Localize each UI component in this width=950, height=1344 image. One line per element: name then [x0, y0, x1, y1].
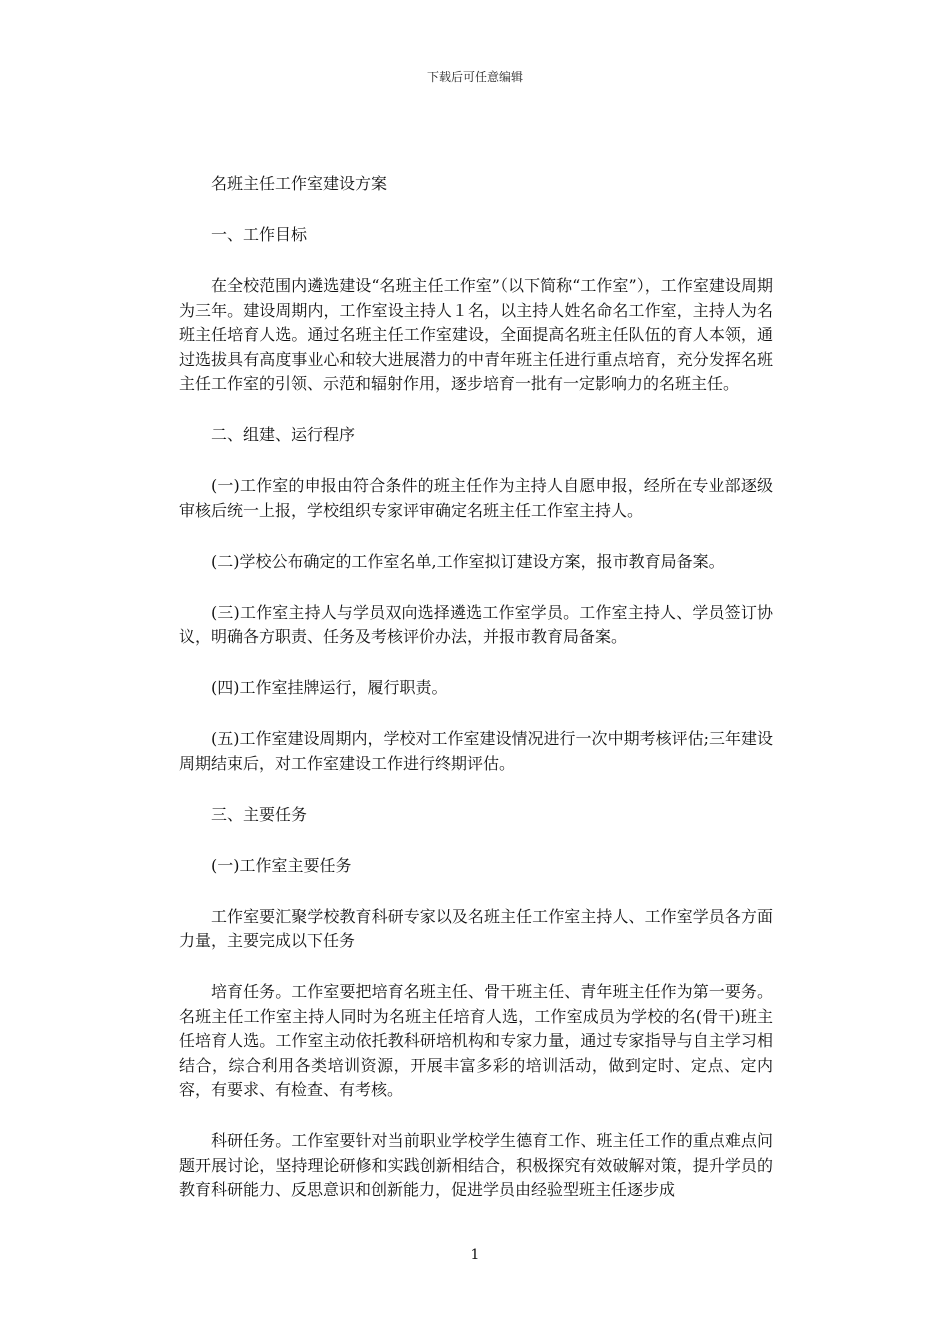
subsection-heading: (一)工作室主要任务 — [211, 855, 352, 875]
section-heading-1: 一、工作目标 — [211, 225, 308, 244]
paragraph: 科研任务。工作室要针对当前职业学校学生德育工作、班主任工作的重点难点问题开展讨论，坚持理论研修和实践创新相结合，积极探究有效破解对策，提升学员的教育科研能力、反思意识和创新能力，促进学员由经验型班主任逐步成 — [179, 1131, 773, 1199]
paragraph: (四)工作室挂牌运行，履行职责。 — [211, 678, 448, 697]
paragraph: (二)学校公布确定的工作室名单,工作室拟订建设方案，报市教育局备案。 — [211, 551, 725, 571]
document-title: 名班主任工作室建设方案 — [211, 174, 388, 193]
paragraph: (三)工作室主持人与学员双向选择遴选工作室学员。工作室主持人、学员签订协议，明确各方职责、任务及考核评价办法，并报市教育局备案。 — [179, 602, 773, 646]
paragraph: 培育任务。工作室要把培育名班主任、骨干班主任、青年班主任作为第一要务。名班主任工作室主持人同时为名班主任培育人选，工作室成员为学校的名(骨干)班主任培育人选。工作室主动依托教科研培机构和专家力量，通过专家指导与自主学习相结合，综合利用各类培训资源，开展丰富多彩的培训活动，做到定时、定点、定内容，有要求、有检查、有考核。 — [179, 982, 773, 1099]
page-header: 下载后可任意编辑 — [426, 70, 523, 84]
section-heading-3: 三、主要任务 — [211, 804, 308, 824]
document-body — [179, 172, 773, 1229]
paragraph: 在全校范围内遴选建设“名班主任工作室”（以下简称“工作室”），工作室建设周期为三年。建设周期内，工作室设主持人１名，以主持人姓名命名工作室，主持人为名班主任培育人选。通过名班主任工作室建设，全面提高名班主任队伍的育人本领，通过选拔具有高度事业心和较大进展潜力的中青年班主任进行重点培育，充分发挥名班主任工作室的引领、示范和辐射作用，逐步培育一批有一定影响力的名班主任。 — [179, 276, 773, 393]
paragraph: 工作室要汇聚学校教育科研专家以及名班主任工作室主持人、工作室学员各方面力量，主要完成以下任务 — [179, 906, 773, 950]
section-heading-2: 二、组建、运行程序 — [211, 425, 356, 444]
paragraph: (五)工作室建设周期内，学校对工作室建设情况进行一次中期考核评估;三年建设周期结束后，对工作室建设工作进行终期评估。 — [179, 729, 773, 773]
paragraph: (一)工作室的申报由符合条件的班主任作为主持人自愿申报，经所在专业部逐级审核后统一上报，学校组织专家评审确定名班主任工作室主持人。 — [179, 476, 773, 520]
page-number: 1 — [470, 1247, 480, 1263]
